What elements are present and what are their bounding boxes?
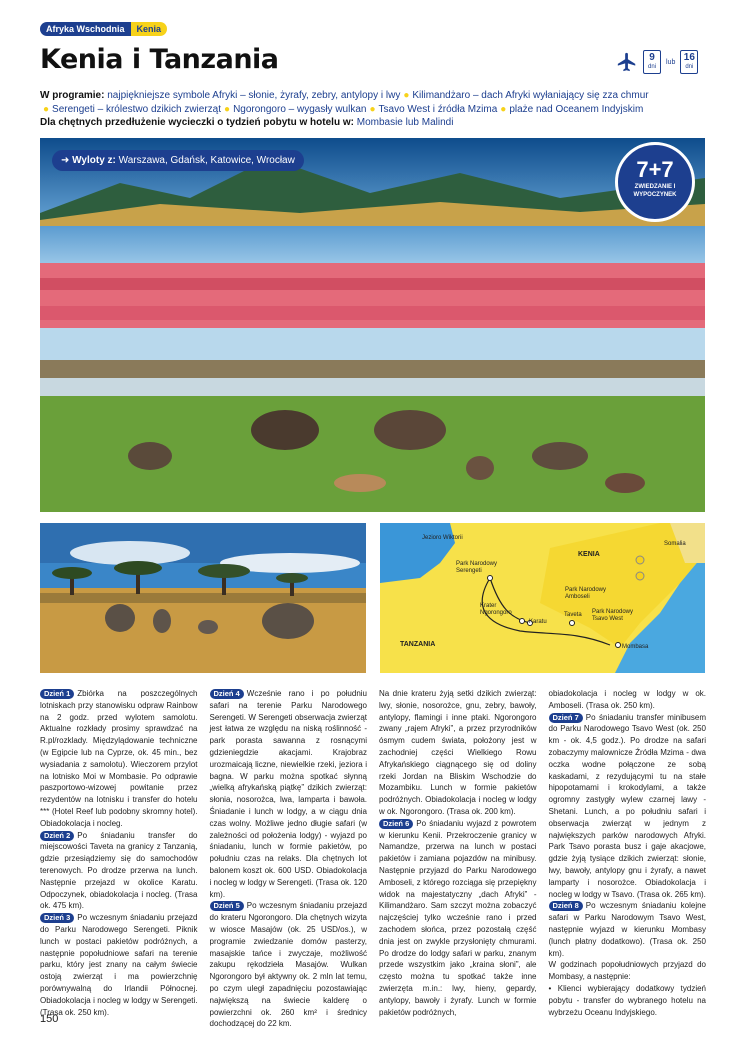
day-label: Dzień 2 — [40, 831, 74, 841]
duration-or: lub — [666, 58, 676, 66]
day-text: • Klienci wybierający dodatkowy tydzień pobytu - transfer do wybranego hotelu na wybrzeżu Oceanu Indyjskiego. — [548, 983, 706, 1017]
map-label-amboseli: Park Narodowy Amboseli — [565, 587, 607, 600]
column-4 — [549, 688, 707, 1030]
map-label-somalia: Somalia — [664, 541, 686, 547]
day-text: Po wczesnym śniadaniu przejazd do krateru Ngorongoro. Dla chętnych wizyta w wiosce Masajów (ok. 25 USD/os.), w programie zwiedzanie domów pasterzy, masajskie tańce i zwyczaje, możliwość zakupu rękodzieła Masajów. Wulkan Ngorongoro był aktywny ok. 2 mln lat temu, po czym uległ zapadnięciu pozostawiając największą na świecie kalderę o powierzchni ok. 260 km² i średnicy dochodzącej do 22 km. — [209, 901, 367, 1029]
map-label-mombasa: Mombasa — [622, 644, 649, 650]
hero-photo — [40, 138, 705, 512]
day-label: Dzień 5 — [210, 901, 244, 911]
map-label-serengeti: Park Narodowy Serengeti — [456, 561, 498, 574]
route-map — [380, 523, 705, 673]
bullet-icon: ● — [403, 90, 410, 101]
region-tag[interactable]: Afryka Wschodnia — [40, 22, 131, 36]
day-text: W godzinach popołudniowych przyjazd do Mombasy, a następnie: — [548, 960, 706, 982]
map-label-tsavo: Park Narodowy Tsavo West — [592, 609, 634, 622]
day-label: Dzień 1 — [40, 689, 74, 699]
day-text: Po wczesnym śniadaniu przejazd do Parku Narodowego Serengeti. Piknik lunch w postaci pakietów podróżnych, a następnie popołudniowe safari na terenie parku, który jest znany na całym świecie ostoją zwierząt i ma powierzchnię porównywalną do Irlandii Północnej. Obiadokolacja i nocleg w lodgy w Serengeti. (Trasa ok. 250 km). — [40, 913, 198, 1017]
day-text: Po śniadaniu wyjazd z powrotem w kierunku Kenii. Przekroczenie granicy w Namandze, przerwa na lunch w postaci pakietów i zamiana pojazdów na minibusy. Następnie przyjazd do Parku Narodowego Amboseli, z którego rozciąga się przepiękny widok na majestatyczny „dach Afryki” - Kilimandżaro. Sam szczyt można zobaczyć najczęściej tylko wcześnie rano i przed zachodem słońca, przez pozostałą część dnia jest on zwykle przysłonięty chmurami. Po drodze do lodgy safari w parku, znanym przede wszystkim jako „kraina słoni”, ale często można tu spotkać także inne zwierzęta m.in.: lwy, hieny, gepardy, antylopy, bawoły i żyrafy. Lunch w formie pakietów podróżnych, — [379, 818, 537, 1017]
day-text: Po śniadaniu transfer do miejscowości Taveta na granicy z Tanzanią, gdzie przesiądziemy się do samochodów terenowych. Po drodze przerwa na lunch. Następnie przejazd w okolice Karatu. Odpoczynek, obiadokolacja i nocleg. (Trasa ok. 475 km). — [40, 830, 198, 911]
page-number: 150 — [40, 1013, 59, 1025]
column-3 — [379, 688, 537, 1030]
day-label: Dzień 4 — [210, 689, 244, 699]
departure-cities: ➜ Wyloty z: Warszawa, Gdańsk, Katowice, Wrocław — [52, 150, 304, 171]
day-label: Dzień 3 — [40, 913, 74, 923]
map-label-taveta: Taveta — [564, 612, 582, 618]
day-text: Na dnie krateru żyją setki dzikich zwierząt: lwy, słonie, nosorożce, gnu, zebry, bawoły, antylopy, flamingi i inne ptaki. Ngorongoro zwany „rajem Afryki”, a przez przyrodników ósmym cudem świata, położony jest w zachodniej części Wielkiego Rowu Afrykańskiego ciągnącego się od doliny rzeki Jordan na Bliskim Wschodzie do Mozambiku. Lunch w formie pakietów podróżnych. Obiadokolacja i nocleg w lodgy w ok. Ngorongoro. (Trasa ok. 200 km). — [379, 689, 537, 816]
plane-icon — [616, 51, 638, 73]
day-text: obiadokolacja i nocleg w lodgy w ok. Amboseli. (Trasa ok. 250 km). — [548, 689, 706, 710]
bullet-icon: ● — [369, 103, 376, 115]
map-label-crater: Krater Ngorongoro — [480, 603, 512, 616]
day-text: Zbiórka na poszczególnych lotniskach przy stanowisku odpraw Rainbow na 2 godz. przed wylotem samolotu. Aktualne rozkłady prosimy sprawdzać na R.pl/rozklady. Międzylądowanie techniczne (w Egipcie lub na Cyprze, ok. 45 min., bez wysiadania z samolotu). Wieczorem przylot na lotnisko Moi w Mombasie. Po odprawie paszportowo-wizowej powitanie przez rezydentów na lotnisku i transfer do hotelu *** (Hotel Reef lub podobny skromny hotel). Obiadokolacja i nocleg. — [40, 689, 198, 828]
column-1 — [40, 688, 198, 1030]
day-text: Wcześnie rano i po południu safari na terenie Parku Narodowego Serengeti. W Serengeti obserwacja zwierząt jest łatwa ze względu na niską roślinność - park porasta sawanna z rosnącymi gdzieniegdzie akacjami. Krajobraz urozmaicają liczne, niewielkie rzeki, jeziora i bagna. W parku można spotkać słynną „wielką afrykańską piątkę” dzikich zwierząt: słonia, nosorożca, lwa, lamparta i bawoła. Śniadanie i lunch w lodgy, a w ciągu dnia czas wolny. Możliwe jedno długie safari (w zależności od położenia lodgy) - wyjazd po śniadaniu, lunch w formie pakietów, po południu czas na relaks. Dla chętnych lot balonem koszt ok. 600 USD. Obiadokolacja i nocleg w lodgy w Serengeti. (Trasa ok. 120 km). — [209, 689, 367, 899]
day-label: Dzień 7 — [549, 713, 583, 723]
category-tags — [40, 22, 167, 36]
day-text: Po wczesnym śniadaniu kolejne safari w Parku Narodowym Tsavo West, następnie wyjazd w kierunku Mombasy (lunch płatny dodatkowo). (Trasa ok. 250 km). — [548, 901, 706, 958]
column-2 — [210, 688, 368, 1030]
map-label-karatu: Karatu — [529, 619, 547, 625]
duration-info — [616, 50, 698, 74]
duration-9-icon: 9 dni — [643, 50, 661, 74]
duration-16-icon: 16 dni — [680, 50, 698, 74]
map-label-lake: Jezioro Wiktorii — [422, 535, 463, 541]
page-title: Kenia i Tanzania — [40, 44, 279, 75]
day-text: Po śniadaniu transfer minibusem do Parku Narodowego Tsavo West (ok. 250 km - ok. 4,5 godz.). Po drodze na safari zobaczymy malownicze Źródła Mzima - dwa oczka wodne połączone ze sobą kaskadami, z rezydującymi tu na stałe hipopotamami i krokodylami, a także ogromny zastygły wylew czarnej lawy - Shetani. Lunch, a po południu safari i obserwacja zwierząt w jednym z największych parków narodowych Afryki. Park Tsavo porasta busz i gaje akacjowe, gdzie żyją tysiące dzikich zwierząt: słonie, lwy, bawoły, antylopy gnu i żyrafy, a nawet lamparty i nosorożce. Obiadokolacja i nocleg w lodgy w Tsavo. (Trasa ok. 265 km). — [548, 712, 706, 899]
elephants-photo — [40, 523, 366, 673]
map-label-kenya: KENIA — [578, 551, 600, 558]
itinerary-columns — [40, 688, 706, 1030]
program-summary: W programie: najpiękniejsze symbole Afryki – słonie, żyrafy, zebry, antylopy i lwy ● Kilimandżaro – dach Afryki wyłaniający się zza chmur ● Serengeti – królestwo dzikich zwierząt ● Ngorongoro – wygasły wulkan ● Tsavo West i źródła Mzima ● plaże nad Oceanem Indyjskim Dla chętnych przedłużenie wycieczki o tydzień pobytu w hotelu w: Mombasie lub Malindi — [40, 90, 649, 128]
bullet-icon: ● — [224, 103, 231, 115]
day-label: Dzień 8 — [549, 901, 583, 911]
bullet-icon: ● — [500, 103, 507, 115]
day-label: Dzień 6 — [379, 819, 413, 829]
bullet-icon: ● — [43, 103, 50, 115]
country-tag[interactable]: Kenia — [131, 22, 168, 36]
tour-type-badge: 7+7 ZWIEDZANIE I WYPOCZYNEK — [615, 142, 695, 222]
map-label-tanzania: TANZANIA — [400, 641, 436, 648]
